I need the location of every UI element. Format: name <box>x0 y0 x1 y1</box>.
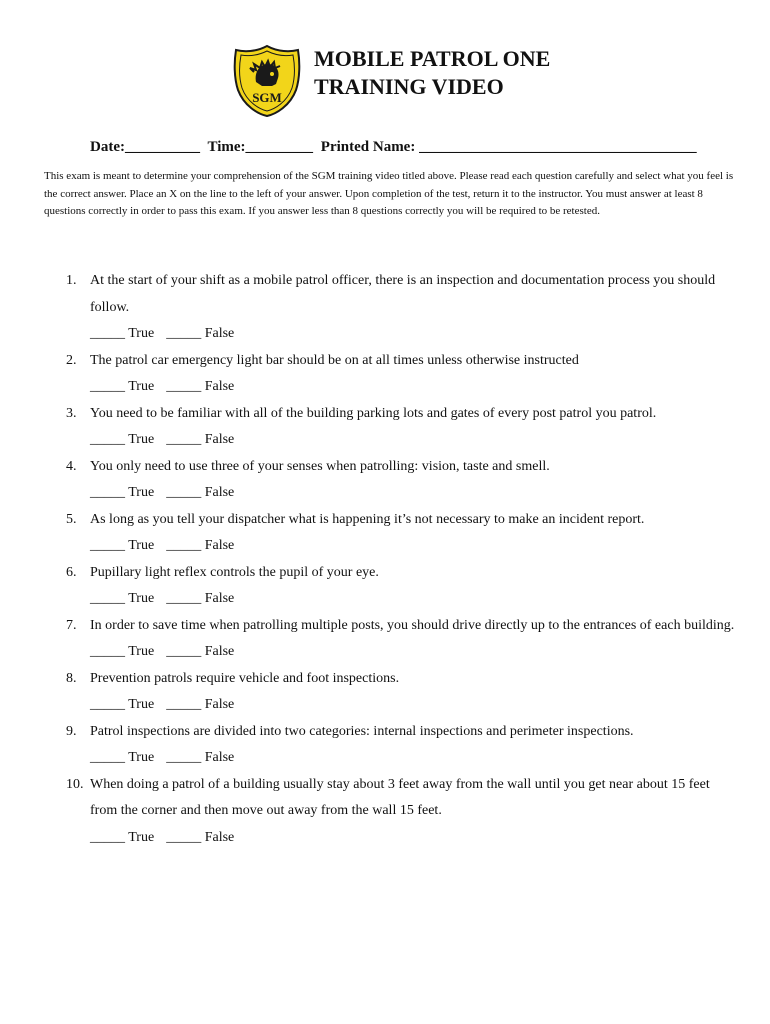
question-text: The patrol car emergency light bar should be on at all times unless otherwise instructed <box>90 352 579 368</box>
true-option[interactable]: _____ True <box>90 697 155 712</box>
question-number: 2. <box>66 352 77 368</box>
question-number: 10. <box>66 776 84 792</box>
false-option[interactable]: _____ False <box>166 697 235 712</box>
false-option[interactable]: _____ False <box>166 379 235 394</box>
question-number: 1. <box>66 273 77 288</box>
question-text: As long as you tell your dispatcher what is happening it’s not necessary to make an incident report. <box>90 511 645 527</box>
false-option[interactable]: _____ False <box>166 326 235 341</box>
answer-options <box>66 692 736 719</box>
question-number: 9. <box>66 723 77 739</box>
question-item <box>66 401 736 454</box>
true-option[interactable]: _____ True <box>90 538 155 553</box>
question-item <box>66 772 736 852</box>
answer-options <box>66 374 736 401</box>
question-text: You need to be familiar with all of the building parking lots and gates of every post patrol you patrol. <box>90 405 657 421</box>
true-option[interactable]: _____ True <box>90 591 155 606</box>
question-item <box>66 454 736 507</box>
false-option[interactable]: _____ False <box>166 591 235 606</box>
question-text: Pupillary light reflex controls the pupil of your eye. <box>90 564 379 580</box>
question-text: Prevention patrols require vehicle and foot inspections. <box>90 670 400 686</box>
question-number: 4. <box>66 458 77 474</box>
answer-options <box>66 825 736 852</box>
printed-name-field[interactable]: Printed Name: _____________________________________ <box>320 139 697 155</box>
true-option[interactable]: _____ True <box>90 829 155 845</box>
false-option[interactable]: _____ False <box>166 485 235 500</box>
question-text: Patrol inspections are divided into two categories: internal inspections and perimeter inspections. <box>90 723 634 739</box>
answer-options <box>66 745 736 772</box>
answer-options <box>66 639 736 666</box>
question-text: You only need to use three of your senses when patrolling: vision, taste and smell. <box>90 458 550 474</box>
true-option[interactable]: _____ True <box>90 326 155 341</box>
question-item <box>66 560 736 613</box>
answer-options <box>66 321 736 348</box>
true-option[interactable]: _____ True <box>90 379 155 394</box>
question-number: 7. <box>66 617 77 633</box>
false-option[interactable]: _____ False <box>166 538 235 553</box>
question-item <box>66 348 736 401</box>
true-option[interactable]: _____ True <box>90 750 155 765</box>
question-item <box>66 719 736 772</box>
answer-options <box>66 586 736 613</box>
answer-options <box>66 533 736 560</box>
false-option[interactable]: _____ False <box>166 750 235 765</box>
question-item <box>66 268 736 348</box>
logo-text: SGM <box>252 90 282 105</box>
question-number: 5. <box>66 511 77 527</box>
title-line-2: TRAINING VIDEO <box>314 74 504 99</box>
question-item <box>66 666 736 719</box>
false-option[interactable]: _____ False <box>166 432 235 447</box>
question-text: When doing a patrol of a building usually stay about 3 feet away from the wall until you get near about 15 feet from the corner and then move out away from the wall 15 feet. <box>90 776 710 818</box>
exam-instructions: This exam is meant to determine your comprehension of the SGM training video titled above. Please read each question carefully and select what you feel is the correct answer. Place an X on the line to the left of your answer. Upon completion of the test, return it to the instructor. You must answer at least 8 questions correctly in order to pass this exam. If you answer less than 8 questions correctly you will be required to be retested. <box>44 170 734 217</box>
question-number: 6. <box>66 564 77 580</box>
question-list <box>66 268 736 851</box>
header-fields <box>90 139 701 156</box>
answer-options <box>66 480 736 507</box>
question-item <box>66 507 736 560</box>
document-title <box>314 45 550 101</box>
time-field[interactable]: Time:_________ <box>207 139 314 155</box>
sgm-shield-logo <box>232 44 302 118</box>
title-line-1: MOBILE PATROL ONE <box>314 46 551 71</box>
question-text: At the start of your shift as a mobile patrol officer, there is an inspection and documentation process you should follow. <box>90 273 716 315</box>
false-option[interactable]: _____ False <box>166 644 235 659</box>
answer-options <box>66 427 736 454</box>
header <box>0 0 770 130</box>
question-text: In order to save time when patrolling multiple posts, you should drive directly up to the entrances of each building. <box>90 617 735 633</box>
date-field[interactable]: Date:__________ <box>90 139 200 155</box>
question-number: 8. <box>66 670 77 686</box>
false-option[interactable]: _____ False <box>166 829 235 845</box>
true-option[interactable]: _____ True <box>90 485 155 500</box>
true-option[interactable]: _____ True <box>90 644 155 659</box>
question-number: 3. <box>66 405 77 421</box>
question-item <box>66 613 736 666</box>
true-option[interactable]: _____ True <box>90 432 155 447</box>
